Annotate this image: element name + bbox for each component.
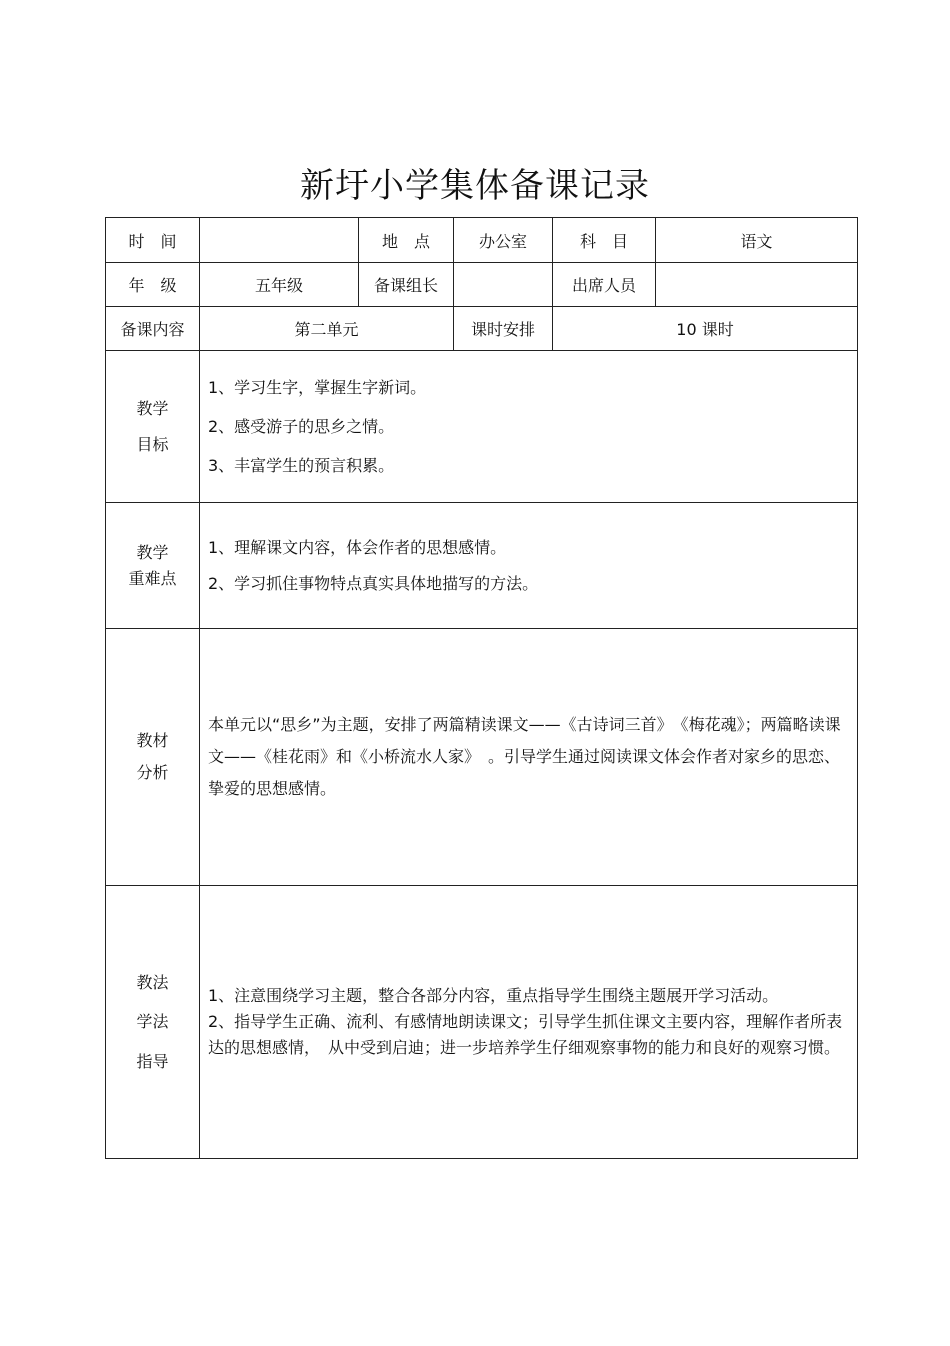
row-teaching-goals xyxy=(106,351,858,503)
content-value: 第二单元 xyxy=(200,307,454,351)
place-value: 办公室 xyxy=(454,218,553,263)
goal-item: 3、丰富学生的预言积累。 xyxy=(208,456,395,475)
goals-label: 教学 目标 xyxy=(106,351,200,503)
hours-value: 10 课时 xyxy=(553,307,858,351)
row-key-points xyxy=(106,503,858,629)
leader-value xyxy=(454,263,553,307)
row-grade-leader-attendees xyxy=(106,263,858,307)
subject-label: 科 目 xyxy=(553,218,656,263)
attendees-value xyxy=(656,263,858,307)
place-label: 地 点 xyxy=(359,218,454,263)
goal-item: 2、感受游子的思乡之情。 xyxy=(208,417,395,436)
material-content: 本单元以“思乡”为主题，安排了两篇精读课文——《古诗词三首》 《梅花魂》；两篇略读课文——《桂花雨》和《小桥流水人家》 。引导学生通过阅读课文体会作者对家乡的思恋、挚爱的思想感情。 xyxy=(200,629,858,886)
row-time-place-subject xyxy=(106,218,858,263)
row-methods-guidance xyxy=(106,886,858,1159)
methods-label: 教法 学法 指导 xyxy=(106,886,200,1159)
method-paragraph: 1、注意围绕学习主题，整合各部分内容，重点指导学生围绕主题展开学习活动。 xyxy=(208,986,779,1005)
leader-label: 备课组长 xyxy=(359,263,454,307)
key-point-item: 2、学习抓住事物特点真实具体地描写的方法。 xyxy=(208,573,539,593)
page-title: 新圩小学集体备课记录 xyxy=(300,166,650,206)
row-content-hours xyxy=(106,307,858,351)
subject-value: 语文 xyxy=(656,218,858,263)
methods-content xyxy=(200,886,858,1159)
grade-value: 五年级 xyxy=(200,263,359,307)
lesson-record-table xyxy=(105,217,858,1159)
content-label: 备课内容 xyxy=(106,307,200,351)
grade-label: 年 级 xyxy=(106,263,200,307)
goals-content xyxy=(200,351,858,503)
method-paragraph: 2、指导学生正确、流利、有感情地朗读课文；引导学生抓住课文主要内容，理解作者所表达的思想感情， 从中受到启迪；进一步培养学生仔细观察事物的能力和良好的观察习惯。 xyxy=(208,1012,843,1057)
material-label: 教材 分析 xyxy=(106,629,200,886)
attendees-label: 出席人员 xyxy=(553,263,656,307)
time-label: 时 间 xyxy=(106,218,200,263)
goal-item: 1、学习生字，掌握生字新词。 xyxy=(208,378,427,397)
hours-label: 课时安排 xyxy=(454,307,553,351)
key-point-item: 1、理解课文内容，体会作者的思想感情。 xyxy=(208,537,507,557)
key-points-content xyxy=(200,503,858,629)
time-value xyxy=(200,218,359,263)
row-material-analysis xyxy=(106,629,858,886)
key-points-label: 教学 重难点 xyxy=(106,503,200,629)
